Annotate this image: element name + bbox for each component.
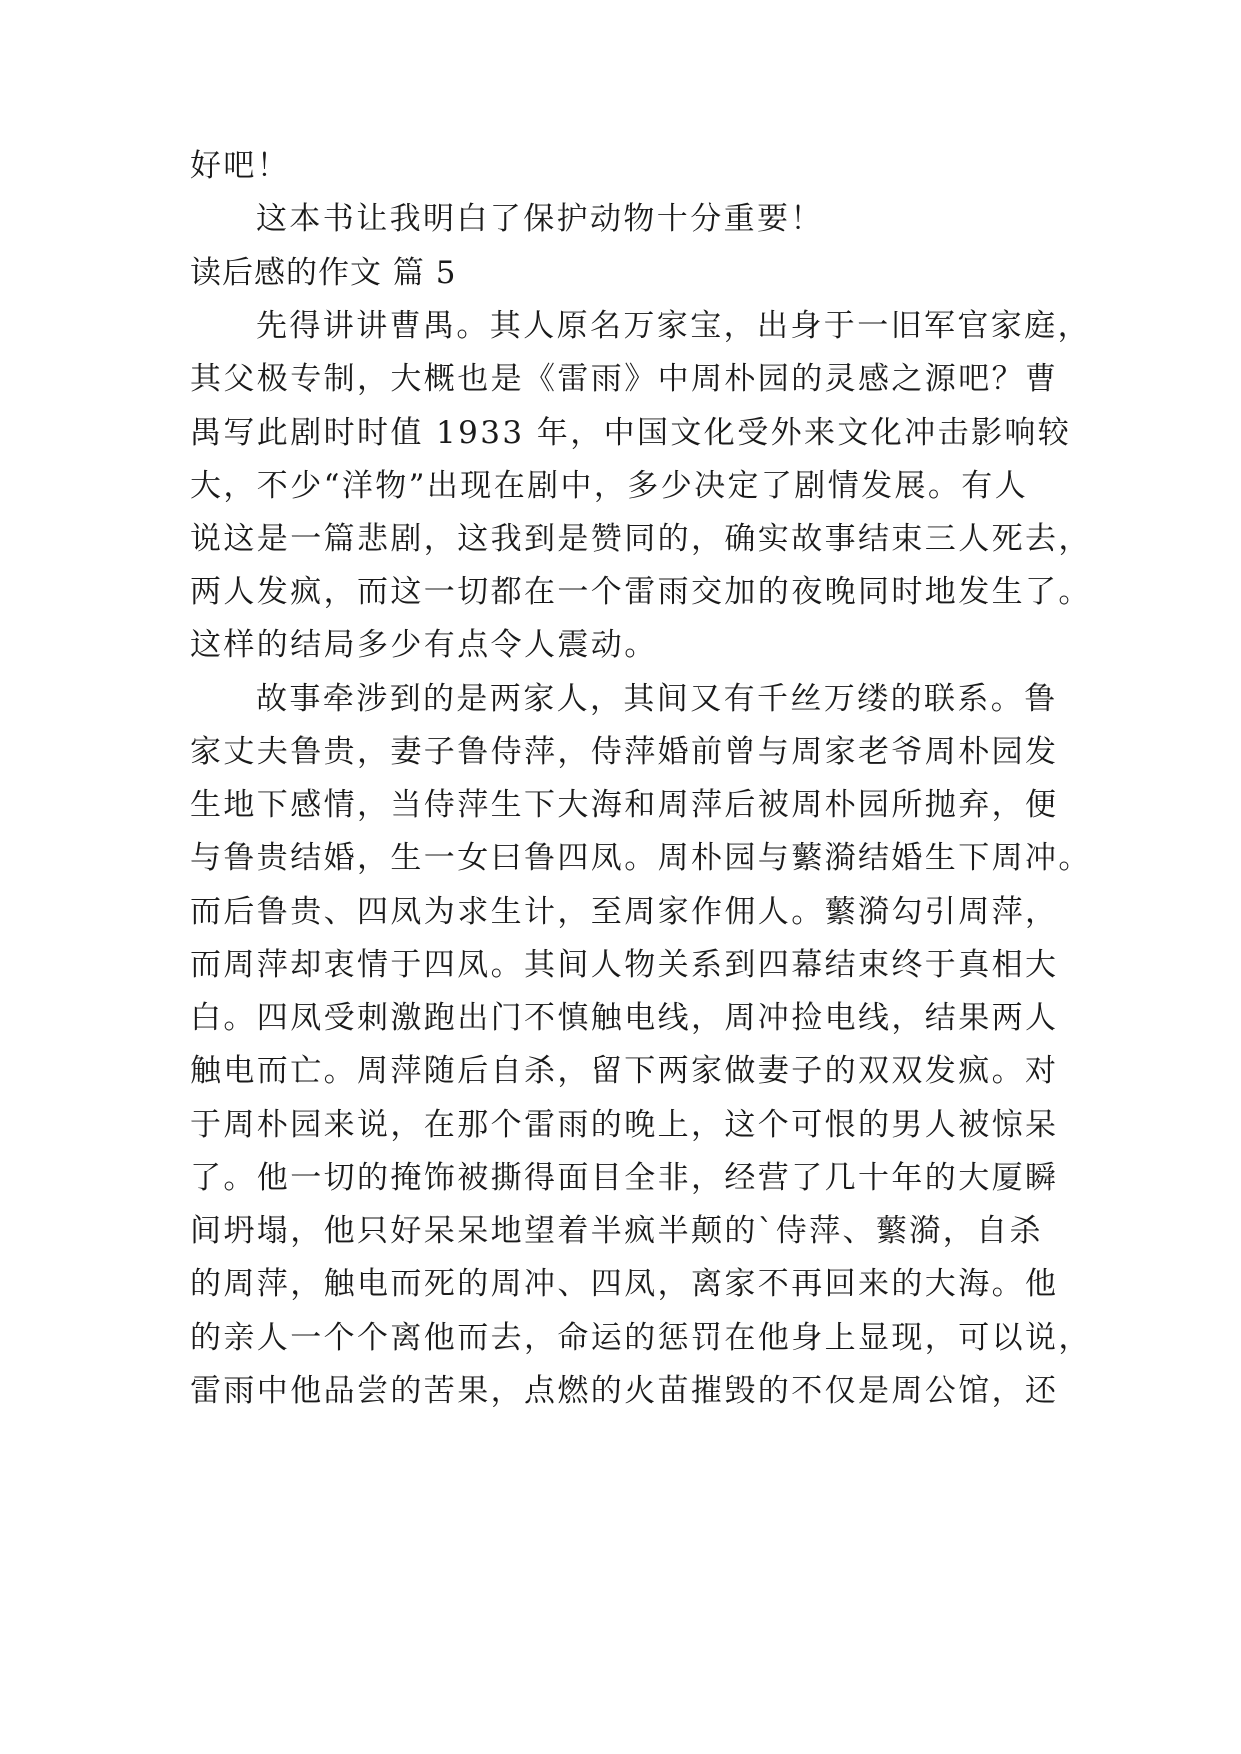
text-line: 生地下感情，当侍萍生下大海和周萍后被周朴园所抛弃，便 (190, 787, 1059, 823)
section-heading: 读后感的作文 篇 5 (190, 255, 457, 291)
text-line: 大，不少“洋物”出现在剧中，多少决定了剧情发展。有人 (190, 468, 1029, 504)
text-line: 这样的结局多少有点令人震动。 (190, 627, 658, 663)
text-line: 白。四凤受刺激跑出门不慎触电线，周冲捡电线，结果两人 (190, 1000, 1059, 1036)
conclusion-line: 这本书让我明白了保护动物十分重要！ (256, 201, 824, 237)
text-line: 了。他一切的掩饰被撕得面目全非，经营了几十年的大厦瞬 (190, 1160, 1059, 1196)
text-line: 两人发疯，而这一切都在一个雷雨交加的夜晚同时地发生了。 (190, 574, 1092, 610)
text-line: 的周萍，触电而死的周冲、四凤，离家不再回来的大海。他 (190, 1266, 1059, 1302)
text-line: 先得讲讲曹禺。其人原名万家宝，出身于一旧军官家庭， (256, 308, 1091, 344)
text-line: 的亲人一个个离他而去，命运的惩罚在他身上显现，可以说， (190, 1320, 1092, 1356)
text-line: 而周萍却衷情于四凤。其间人物关系到四幕结束终于真相大 (190, 947, 1059, 983)
paragraph-end-line: 好吧！ (190, 148, 291, 184)
text-line: 禺写此剧时时值 1933 年，中国文化受外来文化冲击影响较 (190, 415, 1072, 451)
text-line: 间坍塌，他只好呆呆地望着半疯半颠的`侍萍、蘩漪，自杀 (190, 1213, 1043, 1249)
text-line: 于周朴园来说，在那个雷雨的晚上，这个可恨的男人被惊呆 (190, 1107, 1059, 1143)
text-line: 触电而亡。周萍随后自杀，留下两家做妻子的双双发疯。对 (190, 1053, 1059, 1089)
text-line: 说这是一篇悲剧，这我到是赞同的，确实故事结束三人死去， (190, 521, 1092, 557)
text-line: 故事牵涉到的是两家人，其间又有千丝万缕的联系。鲁 (256, 681, 1058, 717)
text-line: 雷雨中他品尝的苦果，点燃的火苗摧毁的不仅是周公馆，还 (190, 1373, 1059, 1409)
text-line: 而后鲁贵、四凤为求生计，至周家作佣人。蘩漪勾引周萍， (190, 894, 1059, 930)
text-line: 其父极专制，大概也是《雷雨》中周朴园的灵感之源吧？曹 (190, 361, 1059, 397)
text-line: 与鲁贵结婚，生一女曰鲁四凤。周朴园与蘩漪结婚生下周冲。 (190, 840, 1092, 876)
text-line: 家丈夫鲁贵，妻子鲁侍萍，侍萍婚前曾与周家老爷周朴园发 (190, 734, 1059, 770)
